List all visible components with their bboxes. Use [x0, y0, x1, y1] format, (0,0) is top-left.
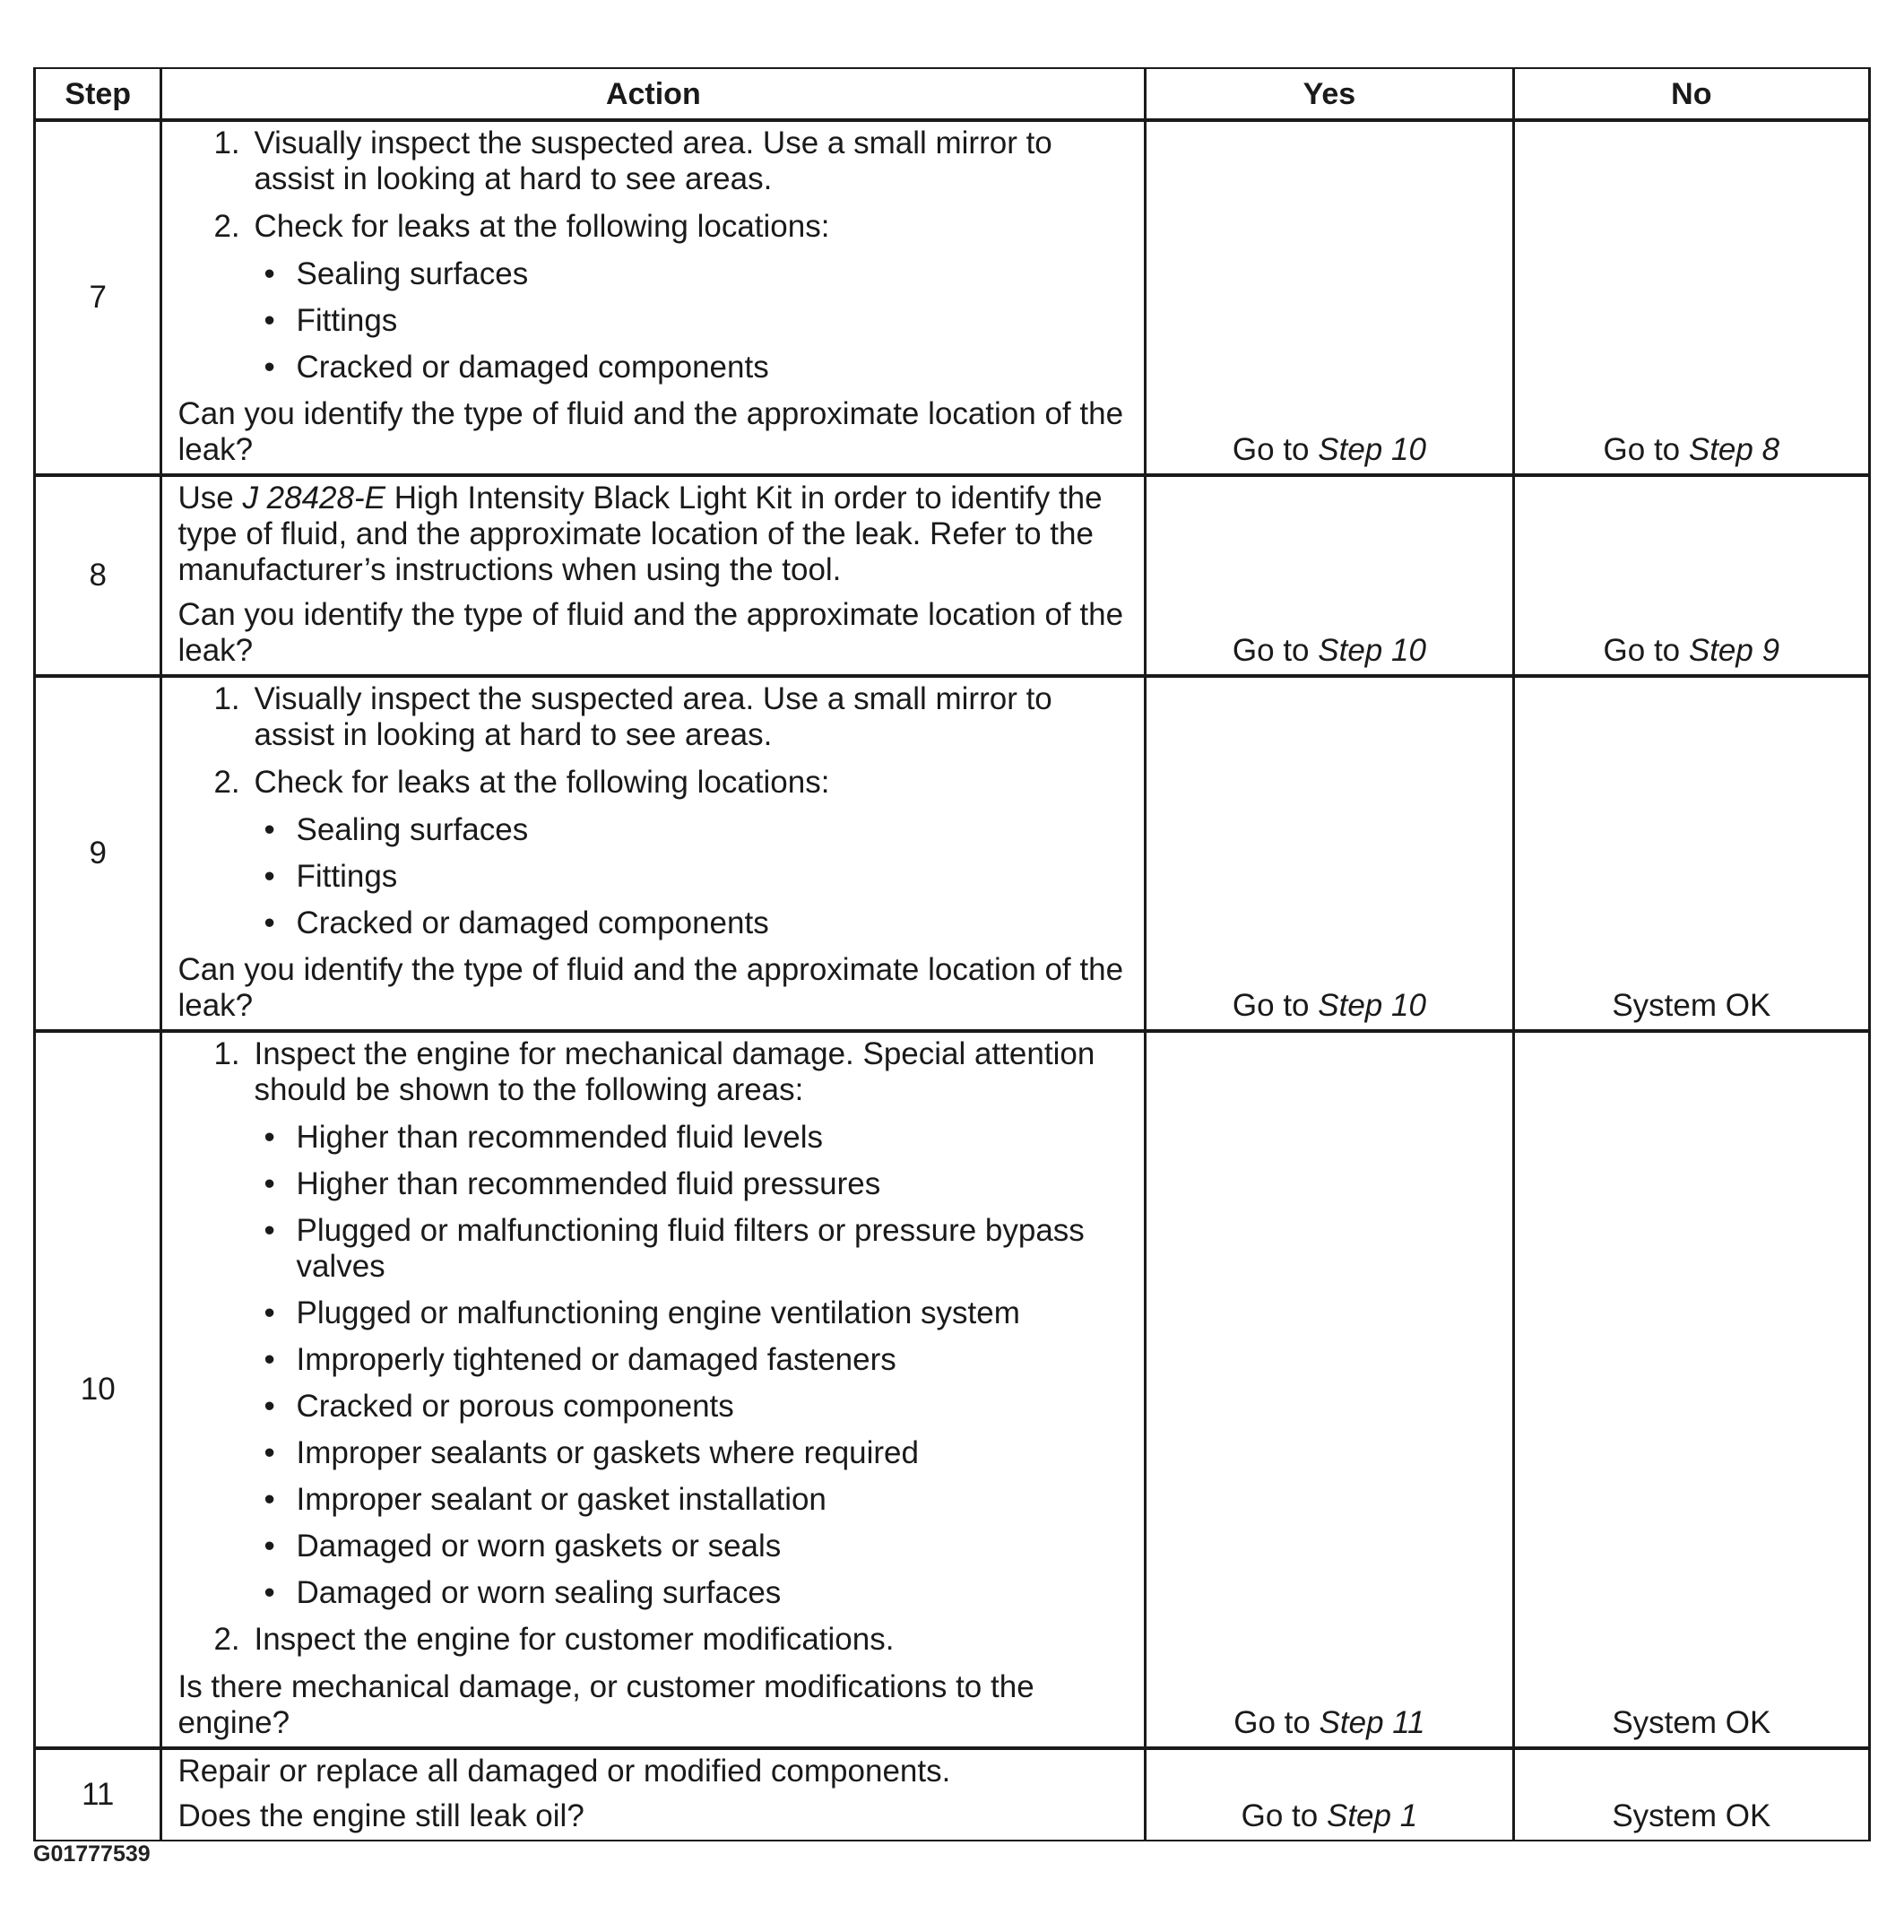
question-text: Can you identify the type of fluid and the approximate location of the leak? — [177, 396, 1124, 467]
no-result — [1513, 120, 1869, 475]
bullet-text: Cracked or damaged components — [296, 350, 769, 385]
header-action: Action — [161, 68, 1146, 120]
action-cell — [161, 676, 1146, 1031]
step-number: 8 — [35, 475, 161, 676]
bullet-item — [264, 1120, 1131, 1156]
instruction-paragraph — [177, 481, 1131, 588]
bullet-text: Sealing surfaces — [296, 812, 529, 847]
bullet-item — [264, 256, 1131, 292]
bullet-text: Damaged or worn sealing surfaces — [296, 1575, 782, 1610]
numbered-item — [213, 681, 1131, 753]
bullet-text: Sealing surfaces — [296, 256, 529, 291]
yes-step-link: Step 10 — [1318, 432, 1426, 467]
no-prefix: Go to — [1603, 633, 1689, 668]
bullet-text: Plugged or malfunctioning engine ventilation system — [296, 1295, 1020, 1330]
header-no: No — [1513, 68, 1869, 120]
para-after: High Intensity Black Light Kit in order to identify the type of fluid, and the approximate location of the leak. Refer to the manufacturer’s instructions when using the tool. — [177, 481, 1103, 587]
bullet-text: Improper sealants or gaskets where required — [296, 1435, 919, 1470]
yes-result — [1146, 1031, 1513, 1748]
bullet-item — [264, 812, 1131, 848]
bullet-item — [264, 1166, 1131, 1202]
bullet-icon: • — [264, 1213, 275, 1248]
item-text: Visually inspect the suspected area. Use a small mirror to assist in looking at hard to see areas. — [254, 681, 1052, 752]
bullet-icon: • — [264, 256, 275, 291]
yes-prefix: Go to — [1232, 432, 1319, 467]
action-cell — [161, 1031, 1146, 1748]
yes-result — [1146, 475, 1513, 676]
bullet-icon: • — [264, 1575, 275, 1610]
step-number: 7 — [35, 120, 161, 475]
step-number: 9 — [35, 676, 161, 1031]
item-text: Visually inspect the suspected area. Use a small mirror to assist in looking at hard to see areas. — [254, 126, 1052, 196]
numbered-item — [213, 209, 1131, 245]
no-step-link: Step 8 — [1688, 432, 1780, 467]
no-step-link: Step 9 — [1688, 633, 1780, 668]
action-cell — [161, 1748, 1146, 1841]
bullet-icon: • — [264, 1120, 275, 1155]
numbered-item — [213, 1622, 1131, 1658]
item-number: 1. — [213, 1036, 240, 1071]
yes-prefix: Go to — [1233, 1705, 1320, 1740]
bullet-item — [264, 905, 1131, 941]
bullet-icon: • — [264, 812, 275, 847]
item-text: Inspect the engine for mechanical damage. Special attention should be shown to the following areas: — [254, 1036, 1095, 1107]
para-before: Use — [177, 481, 243, 515]
bullet-item — [264, 1295, 1131, 1331]
bullet-icon: • — [264, 1529, 275, 1564]
bullet-item — [264, 859, 1131, 895]
no-result: System OK — [1513, 676, 1869, 1031]
yes-result — [1146, 676, 1513, 1031]
bullet-icon: • — [264, 350, 275, 385]
header-yes: Yes — [1146, 68, 1513, 120]
yes-step-link: Step 10 — [1318, 988, 1426, 1023]
header-step: Step — [35, 68, 161, 120]
bullet-icon: • — [264, 303, 275, 338]
bullet-item — [264, 1529, 1131, 1564]
bullet-text: Cracked or damaged components — [296, 905, 769, 940]
bullet-icon: • — [264, 1435, 275, 1470]
bullet-text: Damaged or worn gaskets or seals — [296, 1529, 782, 1564]
bullet-text: Plugged or malfunctioning fluid filters or pressure bypass valves — [296, 1213, 1085, 1284]
yes-prefix: Go to — [1232, 633, 1319, 668]
bullet-icon: • — [264, 1295, 275, 1330]
bullet-item — [264, 303, 1131, 339]
bullet-text: Fittings — [296, 303, 398, 338]
bullet-text: Higher than recommended fluid pressures — [296, 1166, 881, 1201]
instruction-paragraph: Repair or replace all damaged or modified components. — [177, 1754, 951, 1789]
bullet-icon: • — [264, 1166, 275, 1201]
bullet-item — [264, 1575, 1131, 1611]
action-cell — [161, 120, 1146, 475]
bullet-text: Higher than recommended fluid levels — [296, 1120, 824, 1155]
yes-prefix: Go to — [1232, 988, 1319, 1023]
item-text: Check for leaks at the following locations: — [254, 765, 830, 800]
no-prefix: Go to — [1603, 432, 1689, 467]
diagnostic-table — [33, 67, 1871, 1841]
bullet-item — [264, 1342, 1131, 1378]
no-result: System OK — [1513, 1031, 1869, 1748]
header-row — [35, 68, 1870, 120]
no-result — [1513, 475, 1869, 676]
table-row-step-8 — [35, 475, 1870, 676]
step-number: 10 — [35, 1031, 161, 1748]
item-number: 1. — [213, 126, 240, 160]
table-row-step-7 — [35, 120, 1870, 475]
bullet-item — [264, 1389, 1131, 1425]
yes-step-link: Step 10 — [1318, 633, 1426, 668]
step-number: 11 — [35, 1748, 161, 1841]
numbered-item — [213, 126, 1131, 197]
bullet-text: Improper sealant or gasket installation — [296, 1482, 827, 1517]
bullet-text: Improperly tightened or damaged fasteners — [296, 1342, 896, 1377]
question-text: Is there mechanical damage, or customer modifications to the engine? — [177, 1669, 1034, 1740]
yes-result — [1146, 1748, 1513, 1841]
yes-prefix: Go to — [1241, 1798, 1327, 1833]
bullet-item — [264, 350, 1131, 386]
yes-step-link: Step 1 — [1326, 1798, 1418, 1833]
bullet-icon: • — [264, 1342, 275, 1377]
bullet-item — [264, 1482, 1131, 1518]
table-row-step-11 — [35, 1748, 1870, 1841]
table-row-step-9 — [35, 676, 1870, 1031]
no-result: System OK — [1513, 1748, 1869, 1841]
question-text: Does the engine still leak oil? — [177, 1798, 584, 1833]
figure-id: G01777539 — [33, 1841, 151, 1867]
bullet-icon: • — [264, 1389, 275, 1424]
item-number: 2. — [213, 765, 240, 800]
item-text: Check for leaks at the following locations: — [254, 209, 830, 244]
item-number: 2. — [213, 209, 240, 244]
yes-step-link: Step 11 — [1319, 1705, 1425, 1740]
bullet-icon: • — [264, 905, 275, 940]
bullet-icon: • — [264, 859, 275, 894]
bullet-icon: • — [264, 1482, 275, 1517]
question-text: Can you identify the type of fluid and the approximate location of the leak? — [177, 597, 1124, 668]
table-row-step-10 — [35, 1031, 1870, 1748]
bullet-text: Cracked or porous components — [296, 1389, 734, 1424]
item-number: 1. — [213, 681, 240, 716]
item-text: Inspect the engine for customer modifications. — [254, 1622, 895, 1657]
tool-number: J 28428-E — [242, 481, 385, 515]
bullet-item — [264, 1213, 1131, 1285]
question-text: Can you identify the type of fluid and the approximate location of the leak? — [177, 952, 1124, 1023]
item-number: 2. — [213, 1622, 240, 1657]
yes-result — [1146, 120, 1513, 475]
bullet-item — [264, 1435, 1131, 1471]
bullet-text: Fittings — [296, 859, 398, 894]
action-cell — [161, 475, 1146, 676]
numbered-item — [213, 765, 1131, 801]
numbered-item — [213, 1036, 1131, 1108]
